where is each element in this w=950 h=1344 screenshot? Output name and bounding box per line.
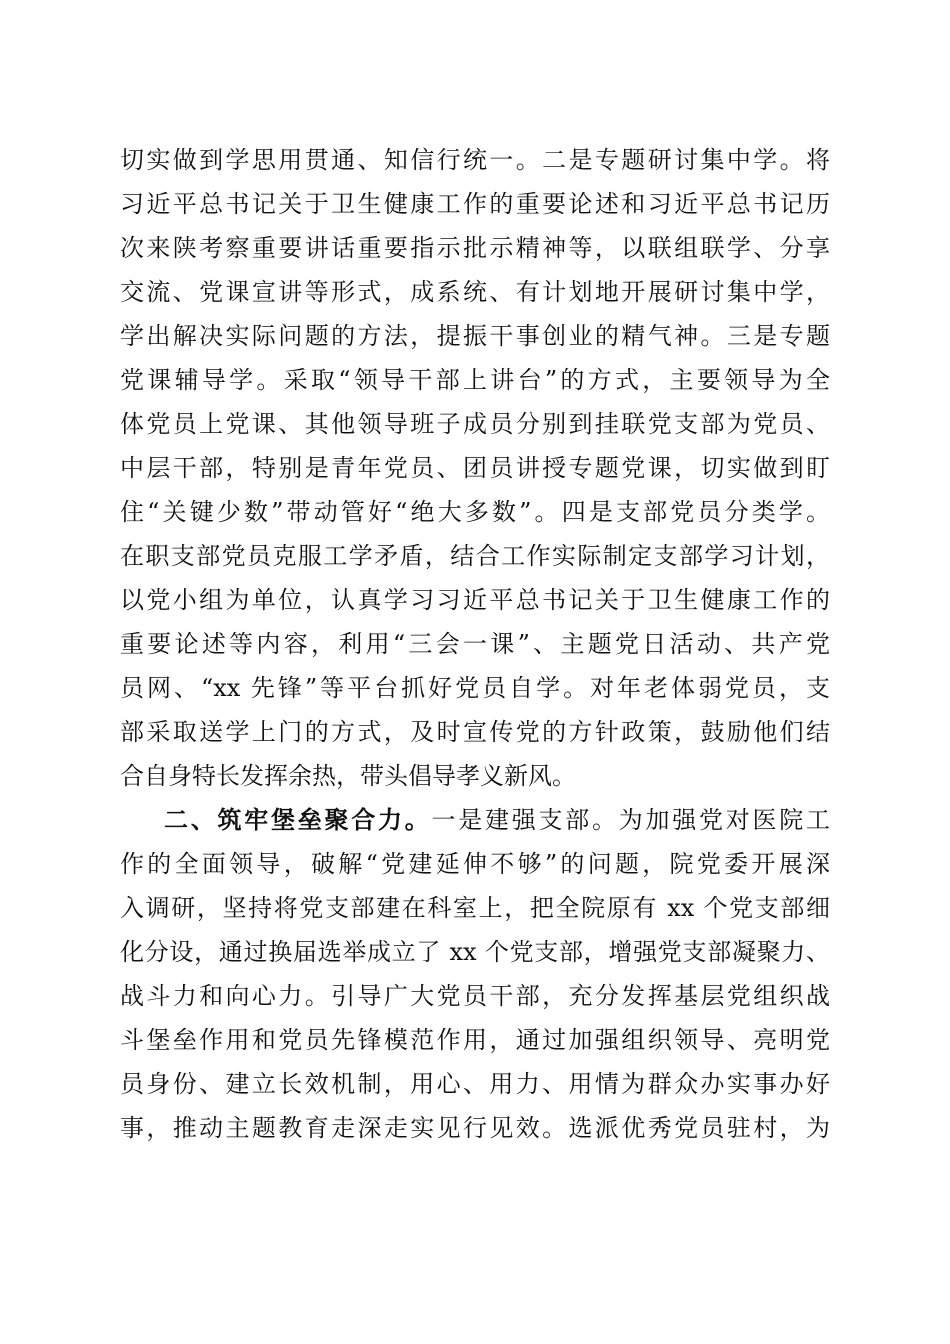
paragraph-first-line [120, 798, 830, 842]
text-line: 交流、党课宣讲等形式，成系统、有计划地开展研讨集中学， [120, 278, 830, 306]
text-line: 员网、“xx 先锋”等平台抓好党员自学。对年老体弱党员，支 [120, 674, 830, 702]
paragraph-fortress [120, 798, 830, 1150]
text-line: 合自身特长发挥余热，带头倡导孝义新风。 [120, 762, 576, 790]
text-line: 住“关键少数”带动管好“绝大多数”。四是支部党员分类学。 [120, 498, 830, 526]
text-line: 中层干部，特别是青年党员、团员讲授专题党课，切实做到盯 [120, 454, 830, 482]
section-heading: 二、筑牢堡垒聚合力。 [164, 806, 432, 834]
text-line: 入调研，坚持将党支部建在科室上，把全院原有 xx 个党支部细 [120, 894, 830, 922]
text-line: 切实做到学思用贯通、知信行统一。二是专题研讨集中学。将 [120, 146, 830, 174]
text-line: 作的全面领导，破解“党建延伸不够”的问题，院党委开展深 [120, 850, 830, 878]
text-line: 在职支部党员克服工学矛盾，结合工作实际制定支部学习计划， [120, 542, 830, 570]
text-line: 斗堡垒作用和党员先锋模范作用，通过加强组织领导、亮明党 [120, 1026, 830, 1054]
text-line: 战斗力和向心力。引导广大党员干部，充分发挥基层党组织战 [120, 982, 830, 1010]
text-line: 习近平总书记关于卫生健康工作的重要论述和习近平总书记历 [120, 190, 830, 218]
text-line: 以党小组为单位，认真学习习近平总书记关于卫生健康工作的 [120, 586, 830, 614]
text-line: 化分设，通过换届选举成立了 xx 个党支部，增强党支部凝聚力、 [120, 938, 830, 966]
text-line: 党课辅导学。采取“领导干部上讲台”的方式，主要领导为全 [120, 366, 830, 394]
text-line: 学出解决实际问题的方法，提振干事创业的精气神。三是专题 [120, 322, 830, 350]
text-line: 员身份、建立长效机制，用心、用力、用情为群众办实事办好 [120, 1070, 830, 1098]
text-line: 重要论述等内容，利用“三会一课”、主题党日活动、共产党 [120, 630, 830, 658]
text-line: 体党员上党课、其他领导班子成员分别到挂联党支部为党员、 [120, 410, 830, 438]
paragraph-study [120, 138, 830, 798]
text-line: 事，推动主题教育走深走实见行见效。选派优秀党员驻村，为 [120, 1114, 830, 1142]
text-line: 次来陕考察重要讲话重要指示批示精神等，以联组联学、分享 [120, 234, 830, 262]
heading-line-text: 一是建强支部。为加强党对医院工 [431, 806, 830, 834]
text-line: 部采取送学上门的方式，及时宣传党的方针政策，鼓励他们结 [120, 718, 830, 746]
